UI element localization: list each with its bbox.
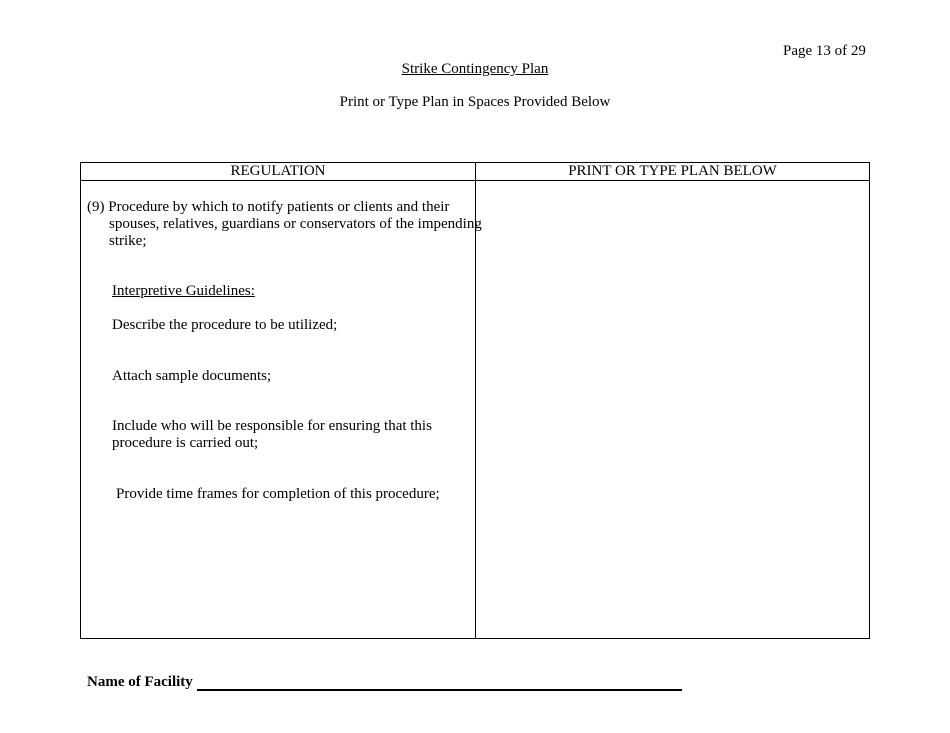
plan-column-header: PRINT OR TYPE PLAN BELOW xyxy=(568,163,777,179)
plan-entry-area[interactable] xyxy=(476,181,869,638)
guideline-item: Include who will be responsible for ensuring that this procedure is carried out; xyxy=(112,418,432,451)
guideline-item: Describe the procedure to be utilized; xyxy=(112,317,338,333)
document-title: Strike Contingency Plan xyxy=(401,61,549,77)
facility-name-field[interactable] xyxy=(197,673,682,691)
interpretive-guidelines-heading: Interpretive Guidelines: xyxy=(112,283,255,299)
plan-table xyxy=(80,162,870,639)
document-subtitle: Print or Type Plan in Spaces Provided Below xyxy=(339,94,611,110)
page-number: Page 13 of 29 xyxy=(783,43,866,59)
facility-name-label: Name of Facility xyxy=(87,674,193,690)
regulation-item: (9) Procedure by which to notify patients or clients and their spouses, relatives, guardians or conservators of the impending strike; xyxy=(87,199,482,249)
regulation-column-header: REGULATION xyxy=(230,163,326,179)
guideline-item: Attach sample documents; xyxy=(112,368,272,384)
facility-name-row xyxy=(87,673,682,691)
guideline-item: Provide time frames for completion of this procedure; xyxy=(116,486,440,502)
